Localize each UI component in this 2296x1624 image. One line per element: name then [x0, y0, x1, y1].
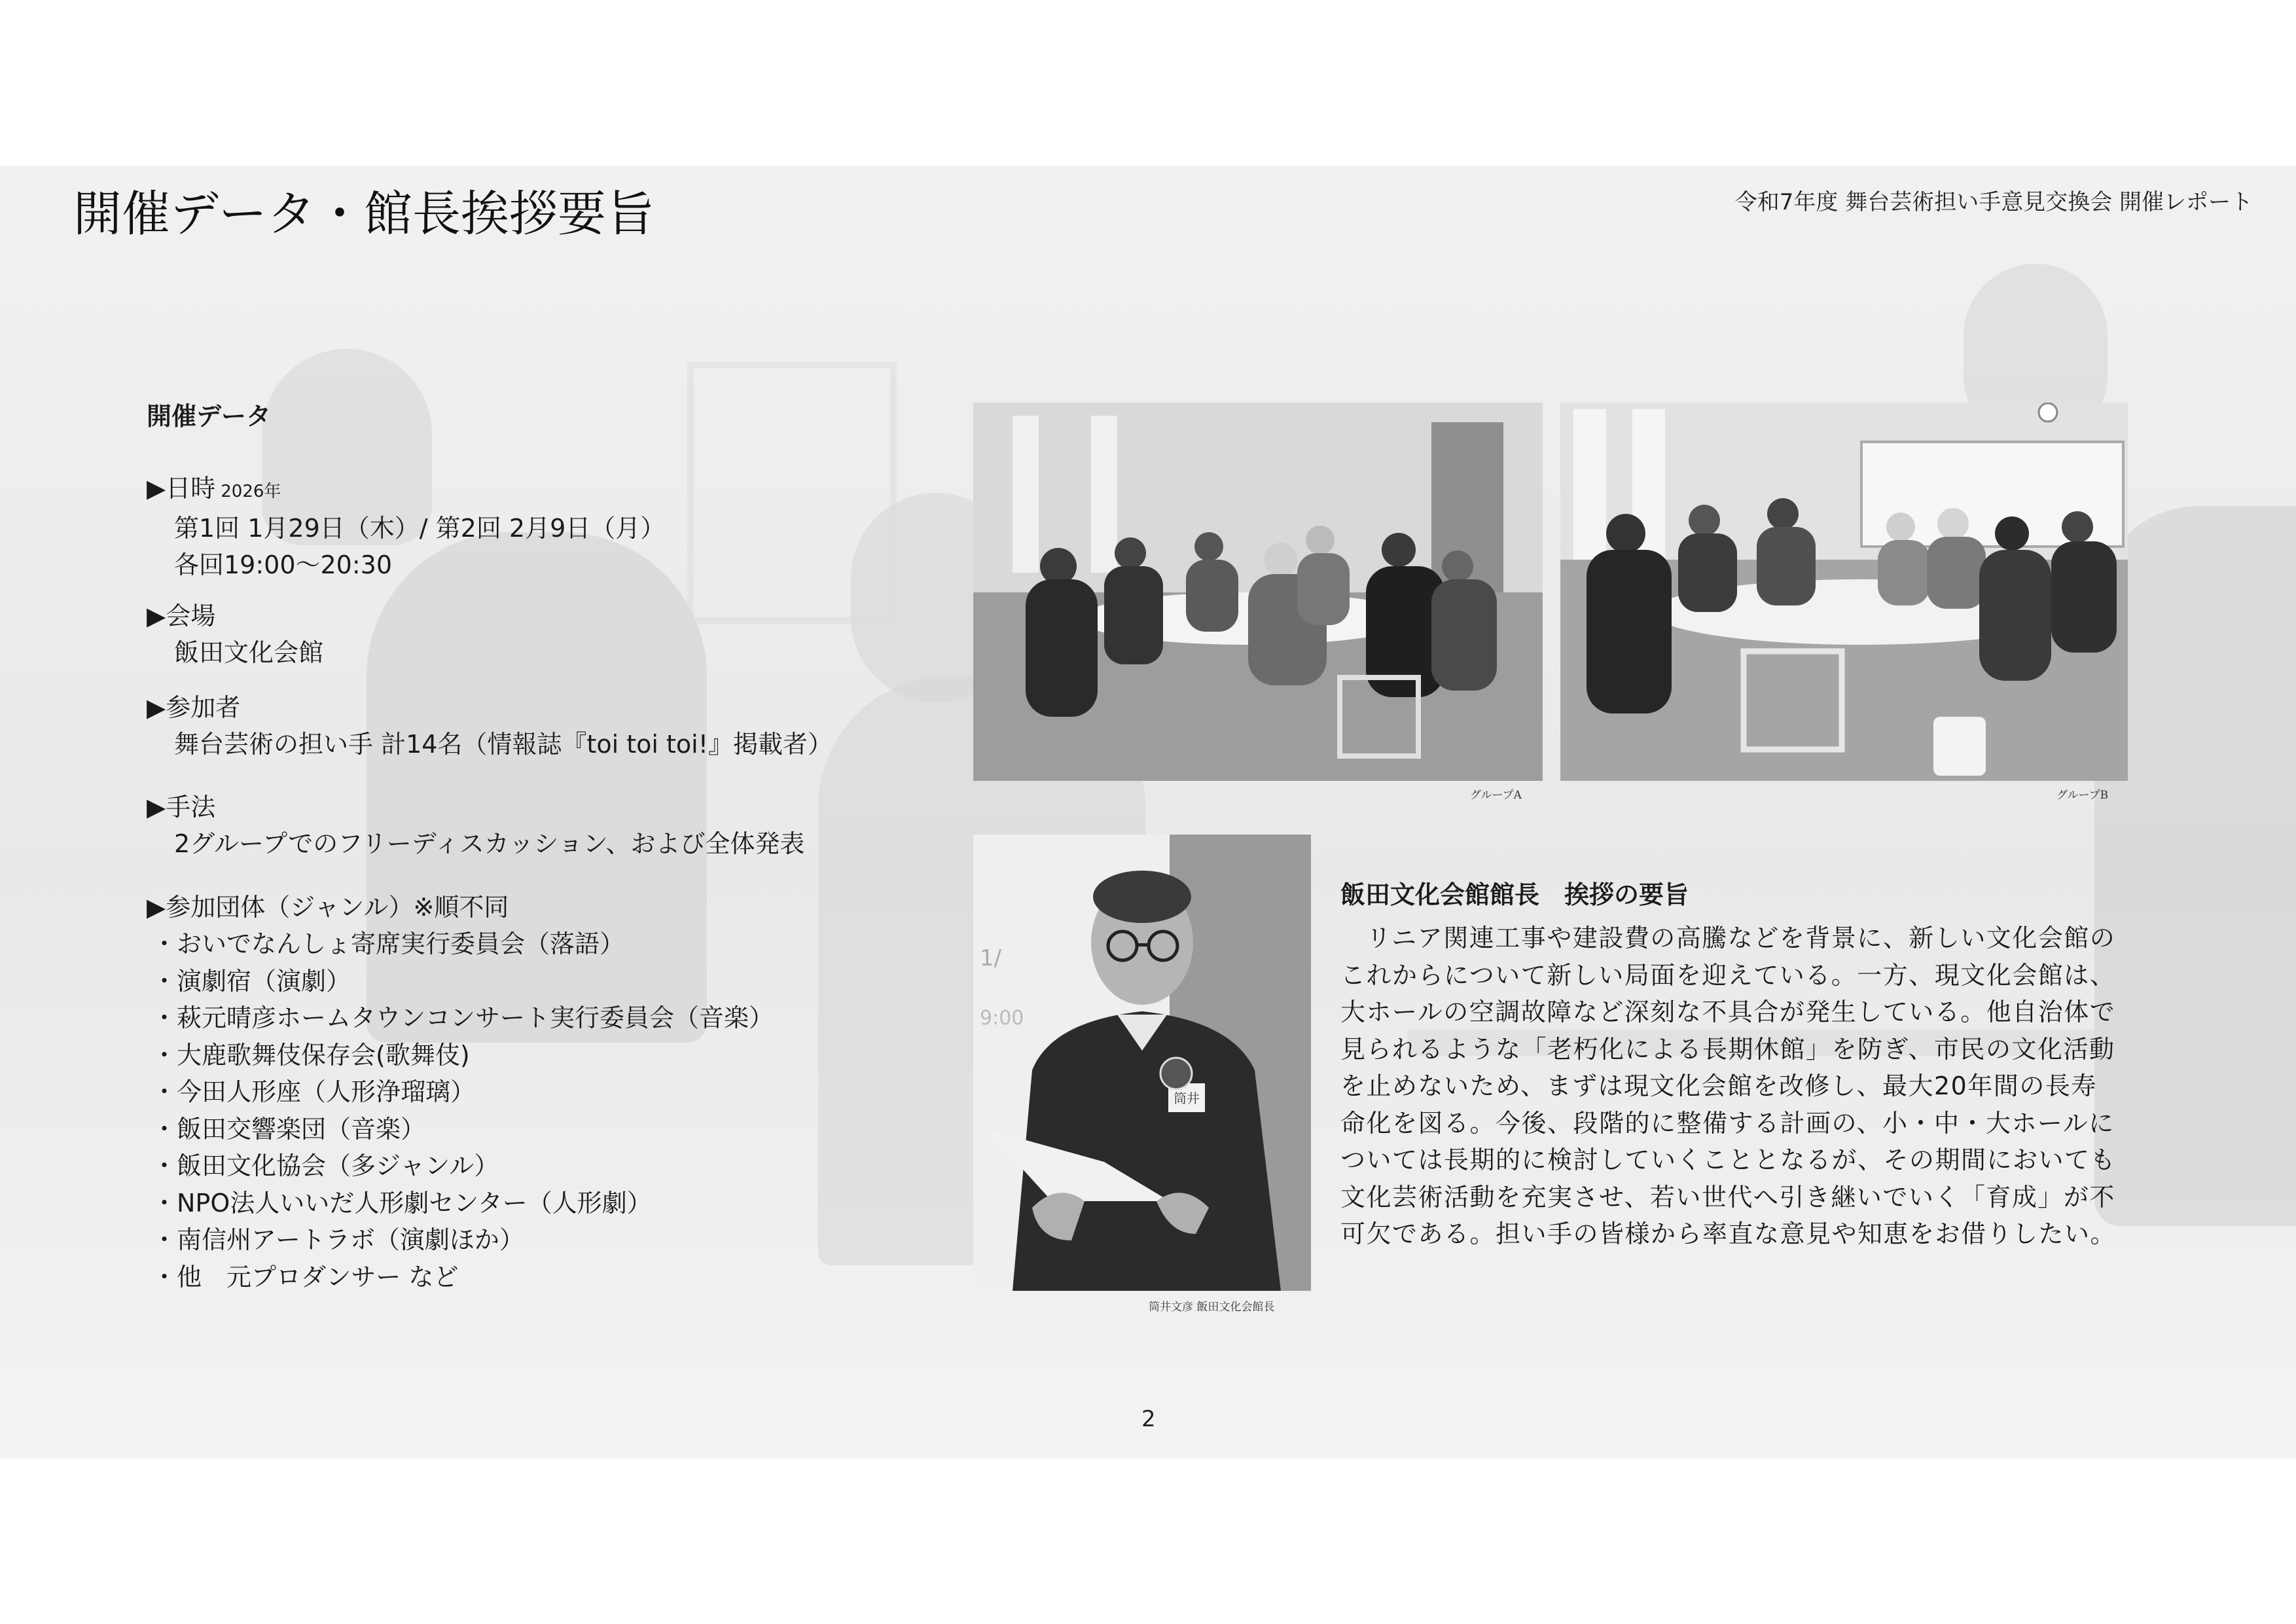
participants-value: 舞台芸術の担い手 計14名（情報誌『toi toi toi!』掲載者）	[174, 730, 833, 759]
message-line: ついては長期的に検討していくこととなるが、その期間においても	[1340, 1146, 2117, 1174]
list-item: ・萩元晴彦ホームタウンコンサート実行委員会（音楽）	[152, 1003, 774, 1032]
message-line: これからについて新しい局面を迎えている。一方、現文化会館は、	[1340, 960, 2116, 990]
data-section-heading: 開催データ	[147, 402, 272, 431]
venue-block	[147, 598, 323, 671]
background-photo-window	[687, 362, 897, 624]
list-item: ・演劇宿（演劇）	[152, 966, 351, 996]
director-caption: 筒井文彦 飯田文化会館長	[1149, 1301, 1275, 1314]
method-value: 2グループでのフリーディスカッション、および全体発表	[174, 829, 805, 858]
group-a-photo	[973, 403, 1543, 781]
group-b-caption: グループB	[2056, 789, 2109, 802]
page-number: 2	[1141, 1406, 1156, 1432]
list-item: ・おいでなんしょ寄席実行委員会（落語）	[152, 929, 625, 958]
datetime-label: ▶日時	[147, 474, 216, 503]
datetime-line1: 第1回 1月29日（木）/ 第2回 2月9日（月）	[174, 514, 666, 543]
method-label: ▶手法	[147, 793, 216, 821]
participants-label: ▶参加者	[147, 693, 241, 722]
message-line: リニア関連工事や建設費の高騰などを背景に、新しい文化会館の	[1340, 924, 2116, 952]
message-line: 可欠である。担い手の皆様から率直な意見や知恵をお借りしたい。	[1340, 1219, 2117, 1248]
venue-value: 飯田文化会館	[174, 638, 324, 667]
datetime-line2: 各回19:00〜20:30	[174, 550, 393, 579]
venue-label: ▶会場	[147, 602, 216, 630]
group-a-caption: グループA	[1470, 789, 1522, 802]
list-item: ・大鹿歌舞伎保存会(歌舞伎)	[152, 1040, 470, 1070]
organizations-label: ▶参加団体（ジャンル）※順不同	[147, 893, 509, 922]
list-item: ・南信州アートラボ（演劇ほか）	[152, 1225, 524, 1254]
list-item: ・他 元プロダンサー など	[152, 1262, 459, 1291]
datetime-block	[147, 470, 665, 583]
message-line: 命化を図る。今後、段階的に整備する計画の、小・中・大ホールに	[1340, 1108, 2115, 1138]
message-body	[1340, 920, 2117, 1253]
method-block	[147, 789, 805, 862]
list-item: ・今田人形座（人形浄瑠璃）	[152, 1077, 476, 1106]
group-b-photo	[1560, 403, 2128, 781]
organizations-list	[152, 926, 774, 1295]
list-item: ・飯田文化協会（多ジャンル）	[152, 1151, 499, 1180]
message-line: 見られるような「老朽化による長期休館」を防ぎ、市民の文化活動	[1340, 1034, 2115, 1064]
name-tag: 筒井	[1174, 1091, 1200, 1106]
participants-block	[147, 689, 833, 763]
page-title: 開催データ・館長挨拶要旨	[73, 186, 655, 242]
datetime-year: 2026年	[221, 482, 281, 501]
svg-text:1/: 1/	[980, 945, 1002, 971]
message-line: を止めないため、まずは現文化会館を改修し、最大20年間の長寿	[1340, 1072, 2097, 1100]
list-item: ・飯田交響楽団（音楽）	[152, 1114, 426, 1144]
director-photo	[973, 835, 1311, 1291]
list-item: ・NPO法人いいだ人形劇センター（人形劇）	[152, 1188, 652, 1218]
svg-text:9:00: 9:00	[980, 1007, 1024, 1030]
message-heading: 飯田文化会館館長 挨拶の要旨	[1340, 880, 1689, 909]
message-line: 文化芸術活動を充実させ、若い世代へ引き継いでいく「育成」が不	[1340, 1182, 2115, 1212]
message-line: 大ホールの空調故障など深刻な不具合が発生している。他自治体で	[1340, 998, 2116, 1026]
report-title: 令和7年度 舞台芸術担い手意見交換会 開催レポート	[1734, 189, 2253, 215]
